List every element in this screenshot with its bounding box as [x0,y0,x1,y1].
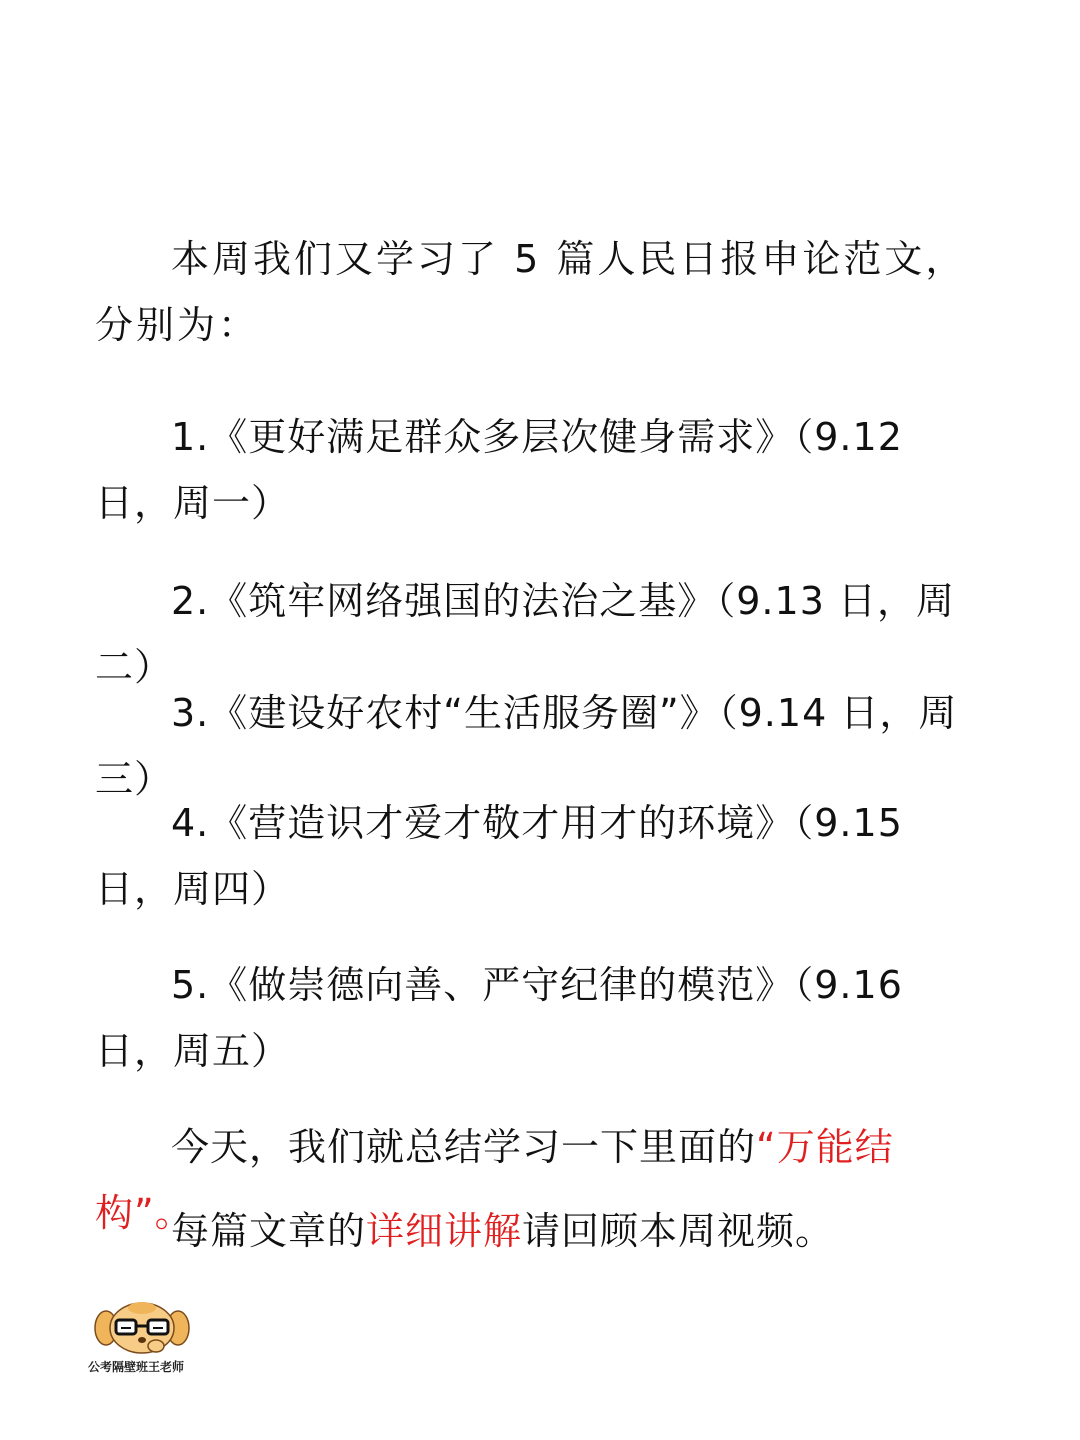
review-text-after: 请回顾本周视频。 [522,1209,835,1253]
detailed-explanation-highlight: 详细讲解 [366,1209,523,1253]
article-item-1: 1.《更好满足群众多层次健身需求》（9.12 日，周一） [95,415,903,525]
review-paragraph [95,1198,990,1264]
today-text: 今天，我们就总结学习一下里面的 [171,1125,757,1169]
puppy-with-glasses-icon [92,1298,192,1354]
article-item-4: 4.《营造识才爱才敬才用才的环境》（9.15 日，周四） [95,801,903,911]
universal-structure-highlight: “万能结构”。 [95,1125,894,1235]
article-item-5: 5.《做崇德向善、严守纪律的模范》（9.16 日，周五） [95,963,903,1073]
brand-watermark: 公考隔壁班王老师 [88,1360,185,1374]
article-item-2: 2.《筑牢网络强国的法治之基》（9.13 日，周二） [95,579,955,689]
article-item-3: 3.《建设好农村“生活服务圈”》（9.14 日，周三） [95,691,958,801]
document-body [95,0,990,1440]
intro-paragraph: 本周我们又学习了 5 篇人民日报申论范文，分别为： [95,237,967,347]
review-text-before: 每篇文章的 [171,1209,367,1253]
